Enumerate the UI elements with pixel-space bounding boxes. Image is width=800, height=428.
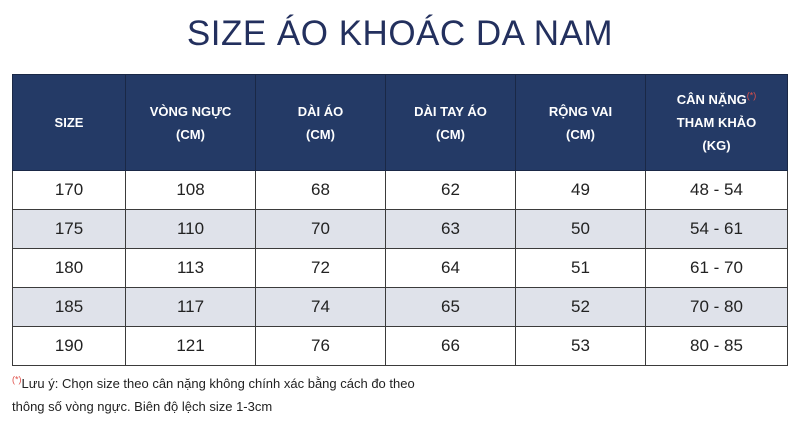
- table-cell: 49: [516, 171, 646, 210]
- size-chart-table: [12, 74, 788, 366]
- table-cell: 70 - 80: [646, 288, 788, 327]
- table-cell: 74: [256, 288, 386, 327]
- footnote-line-2: thông số vòng ngực. Biên độ lệch size 1-3cm: [12, 399, 273, 414]
- table-row: [13, 327, 788, 366]
- table-cell: 61 - 70: [646, 249, 788, 288]
- table-cell: 63: [386, 210, 516, 249]
- header-size: SIZE: [13, 75, 126, 171]
- table-cell: 70: [256, 210, 386, 249]
- header-sleeve: DÀI TAY ÁO (CM): [386, 75, 516, 171]
- table-cell: 50: [516, 210, 646, 249]
- table-cell: 180: [13, 249, 126, 288]
- table-cell: 51: [516, 249, 646, 288]
- table-cell: 110: [126, 210, 256, 249]
- table-row: [13, 288, 788, 327]
- table-cell: 190: [13, 327, 126, 366]
- table-cell: 80 - 85: [646, 327, 788, 366]
- table-cell: 108: [126, 171, 256, 210]
- page-title: SIZE ÁO KHOÁC DA NAM: [186, 14, 614, 53]
- table-cell: 72: [256, 249, 386, 288]
- table-row: [13, 249, 788, 288]
- header-shoulder: RỘNG VAI (CM): [516, 75, 646, 171]
- header-weight: CÂN NẶNG(*) THAM KHẢO (KG): [646, 75, 788, 171]
- table-cell: 54 - 61: [646, 210, 788, 249]
- table-cell: 113: [126, 249, 256, 288]
- table-cell: 185: [13, 288, 126, 327]
- table-cell: 65: [386, 288, 516, 327]
- table-header-row: [13, 75, 788, 171]
- table-cell: 175: [13, 210, 126, 249]
- table-cell: 68: [256, 171, 386, 210]
- table-row: [13, 210, 788, 249]
- asterisk-marker: (*): [12, 374, 22, 385]
- table-cell: 66: [386, 327, 516, 366]
- table-cell: 117: [126, 288, 256, 327]
- table-cell: 170: [13, 171, 126, 210]
- table-cell: 62: [386, 171, 516, 210]
- table-cell: 76: [256, 327, 386, 366]
- footnote: [12, 372, 415, 418]
- table-cell: 121: [126, 327, 256, 366]
- header-chest: VÒNG NGỰC (CM): [126, 75, 256, 171]
- header-length: DÀI ÁO (CM): [256, 75, 386, 171]
- table-cell: 52: [516, 288, 646, 327]
- asterisk-marker: (*): [746, 90, 757, 101]
- table-cell: 48 - 54: [646, 171, 788, 210]
- table-cell: 53: [516, 327, 646, 366]
- header-weight-label: CÂN NẶNG: [676, 92, 747, 107]
- footnote-line-1: (*)Lưu ý: Chọn size theo cân nặng không chính xác bằng cách đo theo: [12, 374, 415, 391]
- table-cell: 64: [386, 249, 516, 288]
- table-row: [13, 171, 788, 210]
